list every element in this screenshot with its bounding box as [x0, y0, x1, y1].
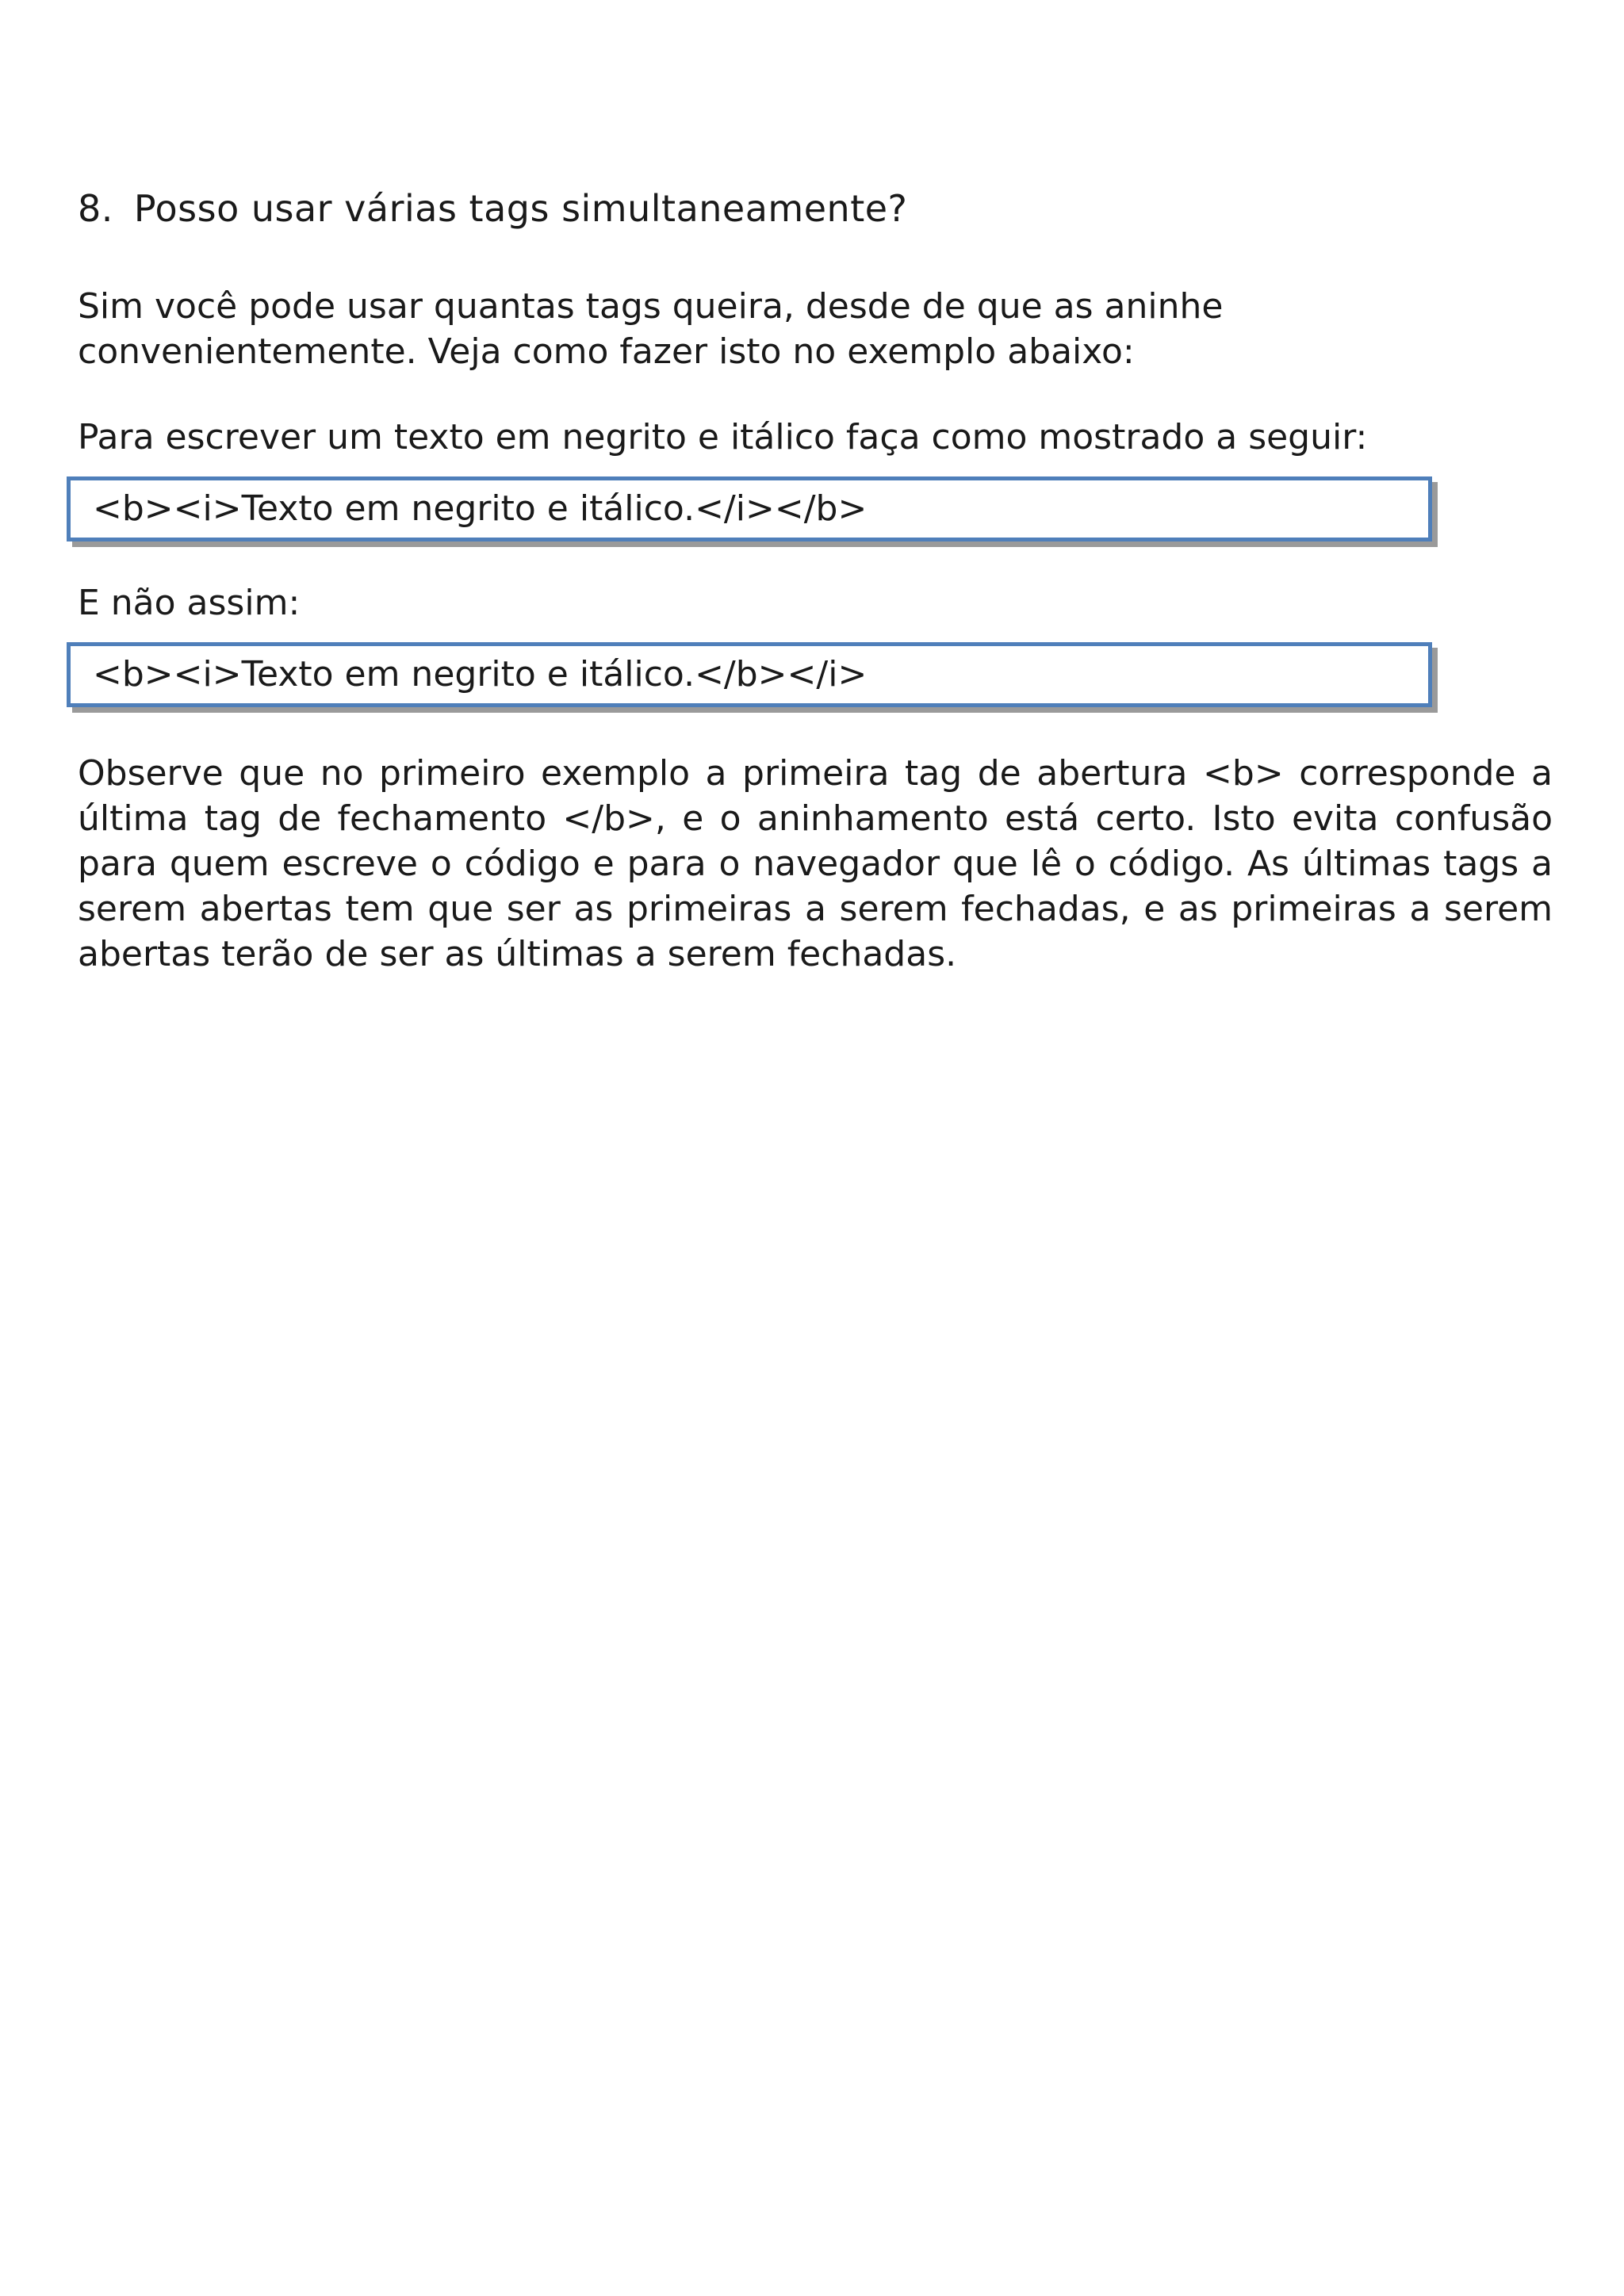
section-title: Posso usar várias tags simultaneamente?	[133, 187, 908, 230]
intro-paragraph	[78, 284, 1267, 374]
code-example-incorrect	[67, 642, 1432, 707]
explanation-paragraph: Observe que no primeiro exemplo a primeira tag de abertura <b> corresponde a última tag de fechamento </b>, e o aninhamento está certo. Isto evita confusão para quem escreve o código e para o navegador que lê o código. As últimas tags a serem abertas tem que ser as primeiras a serem fechadas, e as primeiras a serem abertas terão de ser as últimas a serem fechadas.	[78, 753, 1553, 974]
not-like-this-paragraph: E não assim:	[78, 583, 301, 623]
section-heading	[78, 187, 907, 230]
lead-paragraph: Para escrever um texto em negrito e itálico faça como mostrado a seguir:	[78, 417, 1368, 457]
code-incorrect-text: <b><i>Texto em negrito e itálico.</b></i>	[93, 654, 868, 695]
code-correct-text: <b><i>Texto em negrito e itálico.</i></b>	[93, 488, 868, 529]
section-number: 8.	[78, 187, 113, 230]
intro-text: Sim você pode usar quantas tags queira, desde de que as aninhe convenientemente. Veja como fazer isto no exemplo abaixo:	[78, 286, 1224, 372]
code-example-correct	[67, 476, 1432, 541]
